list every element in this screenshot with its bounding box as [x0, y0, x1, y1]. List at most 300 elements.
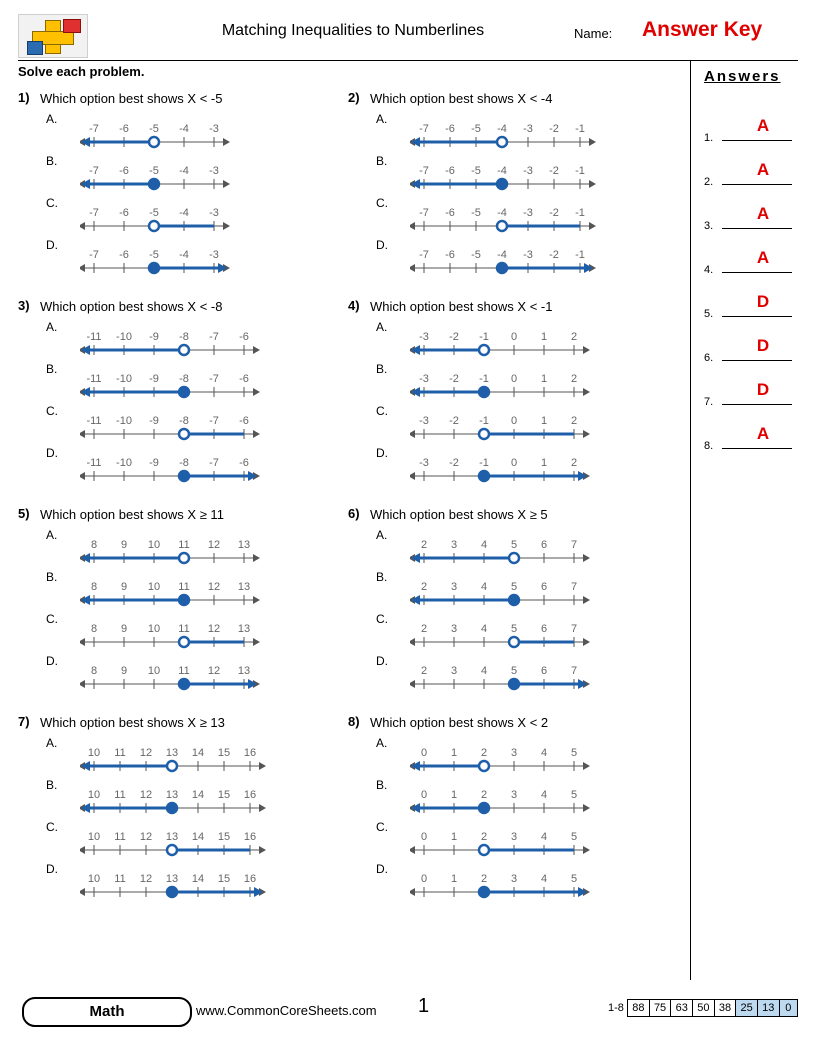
svg-text:-8: -8 — [179, 373, 189, 385]
svg-text:-10: -10 — [116, 331, 132, 343]
answer-option[interactable] — [18, 196, 348, 234]
answer-option[interactable] — [348, 196, 678, 234]
svg-text:1: 1 — [450, 789, 458, 801]
svg-text:-10: -10 — [116, 373, 132, 385]
svg-text:-4: -4 — [179, 165, 189, 177]
numberline — [80, 238, 242, 276]
svg-text:10: 10 — [147, 665, 161, 677]
numberline — [410, 862, 602, 900]
answer-row — [700, 382, 800, 426]
numberline — [410, 528, 602, 566]
answer-number: 6. — [704, 352, 714, 364]
option-label: A. — [46, 528, 58, 542]
scale-cell: 38 — [714, 1000, 736, 1017]
answer-number: 8. — [704, 440, 714, 452]
numberline — [80, 736, 278, 774]
option-label: A. — [376, 112, 388, 126]
svg-text:-2: -2 — [449, 373, 459, 385]
answer-underline — [722, 360, 792, 361]
svg-text:13: 13 — [237, 665, 251, 677]
option-label: A. — [376, 736, 388, 750]
svg-text:12: 12 — [207, 539, 221, 551]
answer-value: D — [756, 336, 770, 355]
answer-option[interactable] — [348, 320, 678, 358]
numberline-wrapper — [410, 154, 608, 192]
svg-text:-3: -3 — [523, 123, 533, 135]
numberline-wrapper — [80, 362, 272, 400]
svg-text:-3: -3 — [523, 165, 533, 177]
answer-option[interactable] — [18, 862, 348, 900]
svg-text:-7: -7 — [419, 165, 429, 177]
svg-text:-6: -6 — [119, 123, 129, 135]
svg-text:8: 8 — [90, 581, 98, 593]
numberline — [80, 362, 272, 400]
problem — [348, 714, 678, 900]
numberline-wrapper — [410, 362, 602, 400]
svg-text:-6: -6 — [119, 249, 129, 261]
problem — [348, 90, 678, 276]
commoncoresheets-logo-icon — [18, 14, 88, 58]
numberline-wrapper — [410, 404, 602, 442]
page-footer — [18, 995, 798, 1035]
svg-text:5: 5 — [570, 747, 578, 759]
svg-text:4: 4 — [540, 789, 548, 801]
option-label: A. — [46, 112, 58, 126]
svg-text:-7: -7 — [89, 165, 99, 177]
svg-text:-6: -6 — [239, 415, 249, 427]
numberline — [410, 196, 608, 234]
svg-text:4: 4 — [540, 747, 548, 759]
svg-text:-9: -9 — [149, 415, 159, 427]
answer-underline — [722, 448, 792, 449]
svg-text:-6: -6 — [239, 373, 249, 385]
answer-option[interactable] — [348, 112, 678, 150]
option-label: C. — [46, 820, 58, 834]
svg-text:-6: -6 — [445, 165, 455, 177]
svg-text:5: 5 — [510, 581, 518, 593]
svg-text:-6: -6 — [445, 207, 455, 219]
numberline-wrapper — [80, 320, 272, 358]
svg-text:-8: -8 — [179, 415, 189, 427]
svg-text:11: 11 — [178, 539, 190, 551]
answer-option[interactable] — [348, 820, 678, 858]
svg-text:-8: -8 — [179, 331, 189, 343]
numberline-wrapper — [410, 320, 602, 358]
svg-text:5: 5 — [570, 831, 578, 843]
svg-text:-3: -3 — [419, 331, 429, 343]
svg-text:-11: -11 — [86, 457, 102, 469]
numberline — [410, 570, 602, 608]
option-label: C. — [46, 612, 58, 626]
answers-list — [700, 118, 800, 470]
svg-text:5: 5 — [570, 789, 578, 801]
svg-text:2: 2 — [570, 415, 578, 427]
svg-text:-3: -3 — [419, 457, 429, 469]
option-label: A. — [376, 320, 388, 334]
svg-text:3: 3 — [510, 831, 518, 843]
numberline — [410, 778, 602, 816]
answer-number: 1. — [704, 132, 714, 144]
svg-text:1: 1 — [540, 373, 548, 385]
svg-text:-7: -7 — [89, 123, 99, 135]
problem-row — [18, 298, 678, 484]
option-label: B. — [46, 570, 58, 584]
problem-number: 2) — [348, 90, 360, 105]
answer-option[interactable] — [18, 778, 348, 816]
option-label: D. — [376, 862, 388, 876]
svg-text:-3: -3 — [209, 123, 219, 135]
answer-option[interactable] — [18, 736, 348, 774]
svg-text:8: 8 — [90, 539, 98, 551]
option-label: C. — [376, 196, 388, 210]
svg-text:-1: -1 — [479, 457, 489, 469]
svg-text:10: 10 — [87, 747, 101, 759]
svg-text:2: 2 — [480, 789, 488, 801]
svg-text:-2: -2 — [449, 457, 459, 469]
answer-option[interactable] — [18, 404, 348, 442]
svg-text:0: 0 — [510, 373, 518, 385]
svg-text:-9: -9 — [149, 457, 159, 469]
svg-text:-3: -3 — [523, 207, 533, 219]
svg-text:12: 12 — [139, 873, 153, 885]
svg-text:11: 11 — [178, 665, 190, 677]
svg-text:-4: -4 — [497, 249, 507, 261]
problem-text: Which option best shows X < -4 — [370, 91, 553, 106]
svg-text:-7: -7 — [419, 249, 429, 261]
page-number: 1 — [418, 995, 430, 1017]
svg-text:-2: -2 — [449, 331, 459, 343]
svg-text:12: 12 — [139, 747, 153, 759]
svg-text:-1: -1 — [479, 373, 489, 385]
answer-underline — [722, 184, 792, 185]
option-label: D. — [46, 446, 58, 460]
svg-text:5: 5 — [510, 539, 518, 551]
svg-text:-11: -11 — [86, 415, 102, 427]
svg-text:12: 12 — [207, 665, 221, 677]
svg-text:13: 13 — [165, 747, 179, 759]
numberline-wrapper — [80, 238, 242, 276]
answer-option[interactable] — [348, 778, 678, 816]
svg-text:-4: -4 — [497, 123, 507, 135]
svg-text:12: 12 — [207, 623, 221, 635]
numberline — [410, 446, 602, 484]
svg-text:4: 4 — [480, 539, 488, 551]
svg-text:-7: -7 — [209, 331, 219, 343]
numberline-wrapper — [80, 196, 242, 234]
svg-text:-2: -2 — [549, 165, 559, 177]
numberline — [410, 736, 602, 774]
svg-text:16: 16 — [243, 747, 257, 759]
problem-text: Which option best shows X ≥ 5 — [370, 507, 548, 522]
problem — [18, 506, 348, 692]
answer-underline — [722, 272, 792, 273]
option-label: C. — [376, 404, 388, 418]
svg-text:6: 6 — [540, 581, 548, 593]
answer-option[interactable] — [18, 112, 348, 150]
numberline-wrapper — [410, 570, 602, 608]
svg-text:3: 3 — [510, 873, 518, 885]
answer-option[interactable] — [348, 238, 678, 276]
svg-text:9: 9 — [120, 539, 128, 551]
numberline — [80, 528, 272, 566]
svg-text:-3: -3 — [523, 249, 533, 261]
answer-row — [700, 294, 800, 338]
svg-text:-7: -7 — [209, 373, 219, 385]
page-header — [18, 14, 798, 56]
option-label: D. — [46, 654, 58, 668]
svg-text:-5: -5 — [149, 123, 159, 135]
answer-row — [700, 206, 800, 250]
option-label: B. — [376, 778, 388, 792]
option-label: A. — [376, 528, 388, 542]
answer-underline — [722, 228, 792, 229]
numberline — [410, 112, 608, 150]
svg-text:6: 6 — [540, 623, 548, 635]
numberline — [410, 362, 602, 400]
problem — [348, 506, 678, 692]
answer-option[interactable] — [348, 446, 678, 484]
svg-text:-2: -2 — [549, 249, 559, 261]
svg-text:-3: -3 — [419, 415, 429, 427]
problem-text: Which option best shows X < -1 — [370, 299, 553, 314]
problem-number: 6) — [348, 506, 360, 521]
problem-row — [18, 506, 678, 692]
svg-text:13: 13 — [237, 581, 251, 593]
scale-cell: 75 — [649, 1000, 671, 1017]
svg-text:11: 11 — [178, 623, 190, 635]
svg-text:-3: -3 — [209, 249, 219, 261]
svg-text:-4: -4 — [179, 207, 189, 219]
svg-text:-6: -6 — [119, 165, 129, 177]
numberline-wrapper — [80, 154, 242, 192]
svg-text:-3: -3 — [209, 207, 219, 219]
svg-text:16: 16 — [243, 873, 257, 885]
answer-underline — [722, 316, 792, 317]
numberline-wrapper — [80, 612, 272, 650]
answers-heading: Answers — [704, 68, 781, 85]
svg-text:10: 10 — [147, 581, 161, 593]
problem-number: 4) — [348, 298, 360, 313]
numberline — [80, 446, 272, 484]
option-label: B. — [46, 154, 58, 168]
answer-row — [700, 338, 800, 382]
svg-text:-6: -6 — [445, 249, 455, 261]
svg-text:2: 2 — [570, 331, 578, 343]
problem-text: Which option best shows X ≥ 11 — [40, 507, 224, 522]
answer-row — [700, 250, 800, 294]
name-label: Name: — [574, 26, 613, 41]
svg-text:7: 7 — [570, 623, 578, 635]
problem-text: Which option best shows X < -5 — [40, 91, 223, 106]
numberline-wrapper — [410, 736, 602, 774]
answer-option[interactable] — [348, 570, 678, 608]
numberline-wrapper — [410, 612, 602, 650]
svg-text:10: 10 — [87, 789, 101, 801]
svg-text:-1: -1 — [575, 165, 585, 177]
problem — [348, 298, 678, 484]
answer-option[interactable] — [348, 862, 678, 900]
answer-option[interactable] — [18, 238, 348, 276]
option-label: C. — [376, 612, 388, 626]
numberline-wrapper — [80, 862, 278, 900]
svg-text:12: 12 — [207, 581, 221, 593]
answer-option[interactable] — [18, 820, 348, 858]
svg-text:9: 9 — [120, 581, 128, 593]
problem-number: 7) — [18, 714, 30, 729]
numberline-wrapper — [410, 654, 602, 692]
answer-number: 3. — [704, 220, 714, 232]
numberline — [410, 154, 608, 192]
svg-text:-5: -5 — [471, 207, 481, 219]
option-label: B. — [376, 154, 388, 168]
answer-option[interactable] — [18, 154, 348, 192]
answer-option[interactable] — [18, 446, 348, 484]
scale-label: 1-8 — [608, 1002, 624, 1014]
svg-text:-5: -5 — [471, 249, 481, 261]
answer-number: 5. — [704, 308, 714, 320]
svg-text:11: 11 — [114, 873, 126, 885]
svg-text:-1: -1 — [479, 415, 489, 427]
numberline-wrapper — [410, 196, 608, 234]
option-label: B. — [46, 778, 58, 792]
answer-option[interactable] — [348, 154, 678, 192]
svg-text:10: 10 — [87, 873, 101, 885]
numberline — [410, 654, 602, 692]
svg-text:-5: -5 — [149, 249, 159, 261]
svg-text:-4: -4 — [497, 165, 507, 177]
numberline-wrapper — [410, 778, 602, 816]
page-title: Matching Inequalities to Numberlines — [221, 22, 485, 39]
numberline-wrapper — [410, 446, 602, 484]
answer-number: 7. — [704, 396, 714, 408]
numberline — [80, 570, 272, 608]
svg-text:-4: -4 — [497, 207, 507, 219]
problem-number: 3) — [18, 298, 30, 313]
answer-option[interactable] — [18, 362, 348, 400]
svg-text:0: 0 — [420, 747, 428, 759]
svg-text:4: 4 — [540, 831, 548, 843]
svg-text:-4: -4 — [179, 249, 189, 261]
svg-text:2: 2 — [420, 539, 428, 551]
option-label: D. — [46, 238, 58, 252]
svg-text:14: 14 — [191, 747, 205, 759]
svg-text:0: 0 — [420, 873, 428, 885]
svg-text:1: 1 — [540, 415, 548, 427]
answer-number: 4. — [704, 264, 714, 276]
numberline — [80, 154, 242, 192]
answer-value: A — [756, 424, 770, 443]
svg-text:-10: -10 — [116, 457, 132, 469]
svg-text:-9: -9 — [149, 373, 159, 385]
svg-text:-11: -11 — [86, 373, 102, 385]
answer-option[interactable] — [348, 736, 678, 774]
option-label: B. — [376, 362, 388, 376]
svg-text:5: 5 — [510, 665, 518, 677]
answer-value: A — [756, 248, 770, 267]
answer-value: A — [756, 116, 770, 135]
svg-text:2: 2 — [420, 623, 428, 635]
numberline-wrapper — [410, 528, 602, 566]
answer-option[interactable] — [348, 654, 678, 692]
answers-divider — [690, 60, 691, 980]
scale-cell: 88 — [628, 1000, 650, 1017]
header-divider — [18, 60, 798, 61]
problem-row — [18, 714, 678, 900]
svg-text:1: 1 — [450, 873, 458, 885]
svg-text:11: 11 — [114, 831, 126, 843]
answer-option[interactable] — [348, 612, 678, 650]
numberline-wrapper — [410, 862, 602, 900]
svg-text:10: 10 — [87, 831, 101, 843]
problem-text: Which option best shows X ≥ 13 — [40, 715, 225, 730]
answer-option[interactable] — [18, 570, 348, 608]
svg-text:13: 13 — [165, 831, 179, 843]
answer-option[interactable] — [18, 654, 348, 692]
subject-badge: Math — [22, 997, 192, 1027]
svg-text:-2: -2 — [449, 415, 459, 427]
svg-text:16: 16 — [243, 789, 257, 801]
option-label: D. — [376, 446, 388, 460]
answer-value: D — [756, 380, 770, 399]
answer-option[interactable] — [18, 528, 348, 566]
svg-text:0: 0 — [510, 331, 518, 343]
option-label: B. — [376, 570, 388, 584]
answer-option[interactable] — [348, 362, 678, 400]
numberline — [80, 778, 278, 816]
svg-text:-1: -1 — [575, 249, 585, 261]
svg-text:0: 0 — [420, 789, 428, 801]
svg-text:2: 2 — [420, 581, 428, 593]
svg-text:-5: -5 — [471, 123, 481, 135]
svg-text:-4: -4 — [179, 123, 189, 135]
numberline — [80, 820, 278, 858]
svg-text:6: 6 — [540, 539, 548, 551]
svg-text:-2: -2 — [549, 123, 559, 135]
svg-text:-5: -5 — [149, 207, 159, 219]
svg-text:-5: -5 — [471, 165, 481, 177]
numberline — [410, 820, 602, 858]
svg-text:15: 15 — [217, 831, 231, 843]
scale-cell: 63 — [671, 1000, 693, 1017]
option-label: A. — [46, 736, 58, 750]
svg-text:-1: -1 — [479, 331, 489, 343]
answer-option[interactable] — [18, 320, 348, 358]
svg-text:-7: -7 — [419, 123, 429, 135]
svg-text:9: 9 — [120, 623, 128, 635]
svg-text:-1: -1 — [575, 207, 585, 219]
problem-text: Which option best shows X < 2 — [370, 715, 549, 730]
svg-text:1: 1 — [450, 747, 458, 759]
svg-text:4: 4 — [480, 623, 488, 635]
svg-text:3: 3 — [450, 539, 458, 551]
svg-text:15: 15 — [217, 873, 231, 885]
numberline-wrapper — [410, 112, 608, 150]
svg-text:1: 1 — [540, 457, 548, 469]
svg-text:13: 13 — [165, 873, 179, 885]
problem-number: 5) — [18, 506, 30, 521]
problem-row — [18, 90, 678, 276]
svg-text:2: 2 — [420, 665, 428, 677]
svg-text:12: 12 — [139, 789, 153, 801]
answer-option[interactable] — [348, 404, 678, 442]
svg-text:14: 14 — [191, 831, 205, 843]
option-label: D. — [376, 238, 388, 252]
answer-option[interactable] — [348, 528, 678, 566]
answer-key-stamp: Answer Key — [642, 18, 763, 41]
answer-option[interactable] — [18, 612, 348, 650]
svg-text:-2: -2 — [549, 207, 559, 219]
svg-text:-6: -6 — [119, 207, 129, 219]
